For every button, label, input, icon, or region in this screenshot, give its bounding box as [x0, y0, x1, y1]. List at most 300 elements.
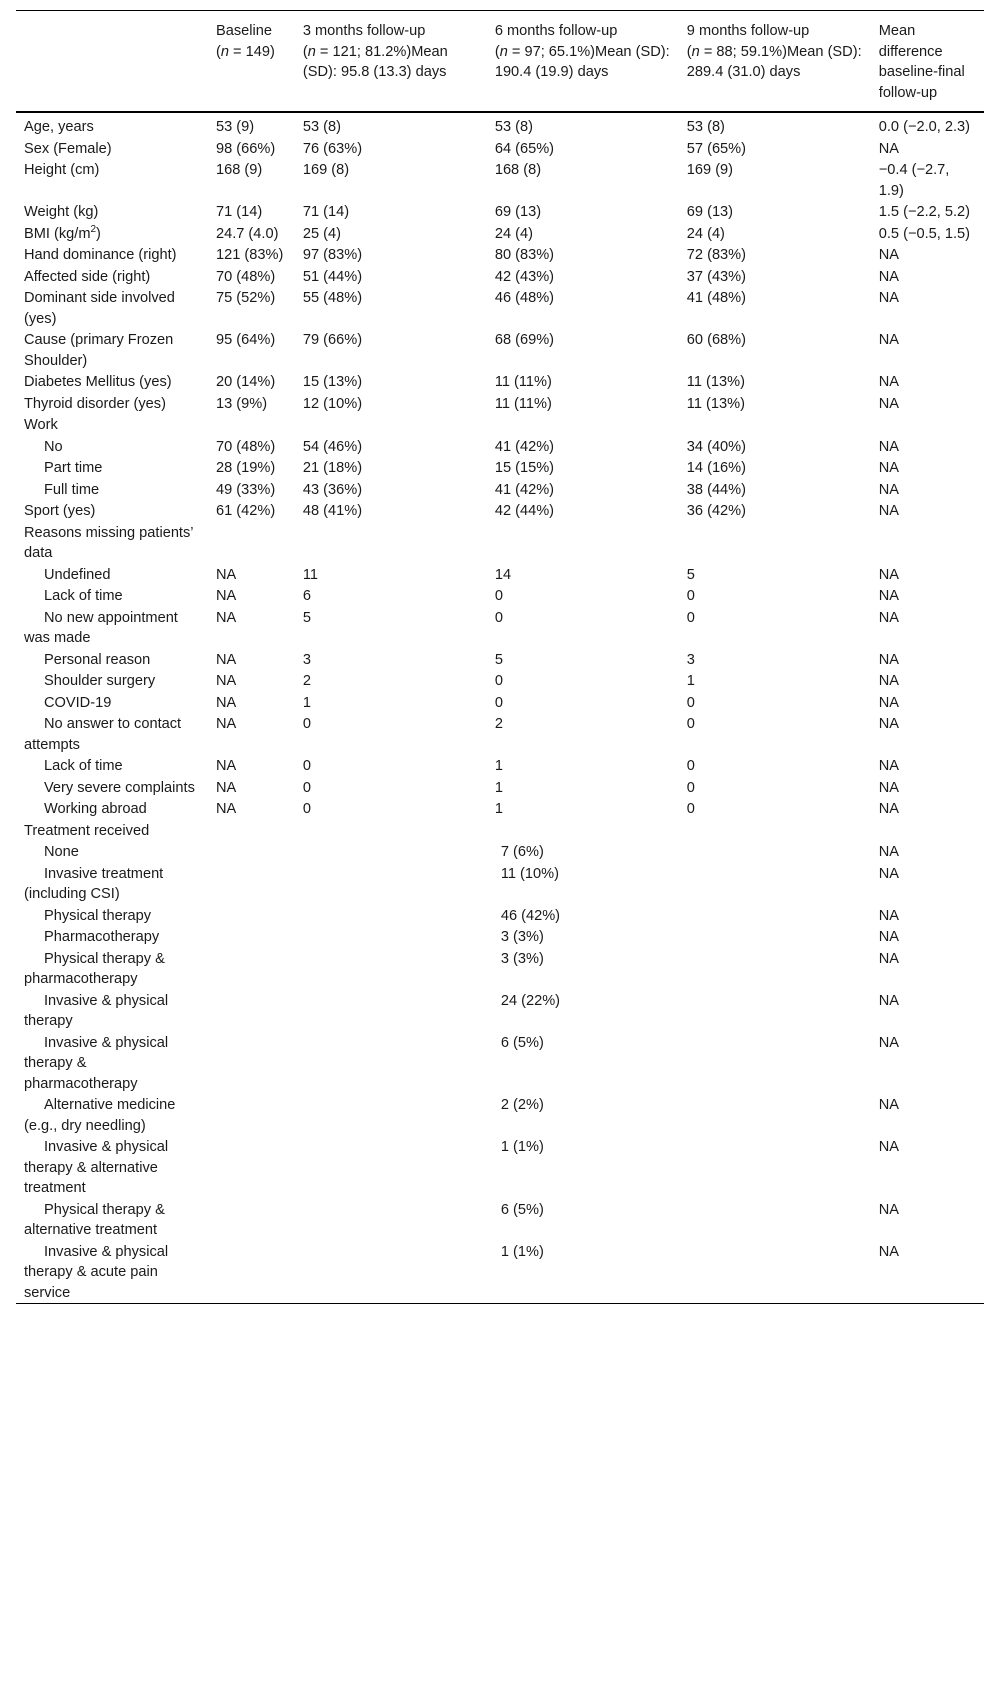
cell-fu9: 1 — [686, 673, 695, 689]
cell-fu3: 11 — [302, 566, 319, 583]
cell-fu3: 97 (83%) — [302, 247, 363, 263]
row-label-text: No new appointment was made — [24, 609, 178, 646]
cell-diff: NA — [878, 907, 900, 924]
table-row — [16, 393, 984, 415]
row-label-text: Full time — [44, 481, 100, 498]
table-row — [16, 692, 984, 714]
cell-fu3: 12 (10%) — [302, 395, 363, 412]
cell-baseline: NA — [215, 651, 237, 668]
header-9-months — [679, 11, 871, 113]
table-section-row — [16, 414, 984, 436]
row-label-text: None — [44, 844, 79, 860]
cell-diff: NA — [878, 609, 900, 626]
cell-baseline: NA — [215, 779, 237, 796]
cell-baseline: NA — [215, 801, 237, 817]
table-row — [16, 1136, 984, 1199]
cell-diff: 1.5 (−2.2, 5.2) — [878, 204, 971, 220]
row-label — [16, 692, 208, 714]
cell-baseline — [208, 948, 295, 990]
table-row — [16, 990, 984, 1032]
header-9-months-label: 9 months follow-up — [686, 23, 810, 39]
cell-fu3 — [295, 1199, 487, 1241]
header-6-months — [487, 11, 679, 113]
cell-baseline: 71 (14) — [215, 204, 263, 220]
row-label — [16, 777, 208, 799]
cell-fu3: 76 (63%) — [302, 140, 363, 157]
row-label — [16, 436, 208, 458]
cell-fu9: 34 (40%) — [686, 438, 747, 455]
table-row — [16, 841, 984, 863]
row-label-tail: ) — [96, 225, 101, 242]
cell-baseline — [208, 1094, 295, 1136]
cell-fu3 — [295, 841, 487, 863]
table-section-row — [16, 820, 984, 842]
row-label — [16, 670, 208, 692]
cell-diff: NA — [878, 268, 900, 285]
cell-fu3 — [295, 1032, 487, 1095]
cell-baseline: 95 (64%) — [215, 332, 276, 348]
cell-fu9 — [679, 948, 871, 990]
cell-fu3: 55 (48%) — [302, 290, 363, 306]
row-label — [16, 1136, 208, 1199]
table-row — [16, 1032, 984, 1095]
cell-diff: NA — [878, 395, 900, 412]
row-label — [16, 457, 208, 479]
row-label-text: Physical therapy & alternative treatment — [24, 1201, 165, 1238]
row-label-text: Lack of time — [44, 758, 123, 774]
row-label — [16, 393, 208, 415]
header-3-months-n: (n = 121; 81.2%)Mean (SD): 95.8 (13.3) days — [302, 43, 448, 80]
cell-baseline — [208, 841, 295, 863]
cell-diff: NA — [878, 716, 900, 732]
cell-baseline — [208, 926, 295, 948]
section-label — [16, 414, 208, 436]
table-row — [16, 607, 984, 649]
cell-diff: NA — [878, 758, 900, 774]
row-label-text: Personal reason — [44, 651, 151, 668]
cell-diff: NA — [878, 801, 900, 817]
patient-characteristics-table — [16, 10, 984, 1304]
row-label — [16, 371, 208, 393]
cell-fu9 — [679, 841, 871, 863]
cell-diff: NA — [878, 865, 900, 882]
cell-fu6: 64 (65%) — [494, 140, 555, 157]
row-label-text: Sex (Female) — [24, 140, 112, 157]
cell-fu6: 24 (4) — [494, 225, 533, 242]
row-label-text: Alternative medicine (e.g., dry needling) — [24, 1097, 176, 1134]
cell-fu9 — [679, 1032, 871, 1095]
row-label-text: Lack of time — [44, 588, 123, 604]
row-label — [16, 138, 208, 160]
row-label — [16, 1094, 208, 1136]
cell-baseline: NA — [215, 758, 237, 774]
cell-fu3: 15 (13%) — [302, 374, 363, 390]
table-row — [16, 329, 984, 371]
header-9-months-n: (n = 88; 59.1%)Mean (SD): 289.4 (31.0) days — [686, 43, 862, 80]
cell-fu9: 53 (8) — [686, 119, 725, 135]
row-label-text: Pharmacotherapy — [44, 929, 160, 945]
cell-fu3: 0 — [302, 779, 311, 796]
row-label — [16, 1032, 208, 1095]
cell-baseline — [208, 990, 295, 1032]
cell-fu3: 169 (8) — [302, 162, 350, 178]
cell-fu3: 54 (46%) — [302, 438, 363, 455]
section-label — [16, 522, 208, 564]
row-label — [16, 329, 208, 371]
cell-fu3: 6 — [302, 588, 311, 604]
cell-fu6: 24 (22%) — [500, 992, 561, 1009]
cell-baseline — [208, 1241, 295, 1304]
cell-diff: NA — [878, 588, 900, 604]
cell-diff: NA — [878, 1034, 900, 1051]
table-row — [16, 1241, 984, 1304]
cell-diff: NA — [878, 374, 900, 390]
cell-baseline — [208, 522, 295, 564]
cell-fu6: 46 (42%) — [500, 907, 561, 924]
cell-fu6: 0 — [494, 609, 503, 626]
row-label-text: Part time — [44, 460, 103, 476]
row-label-text: Very severe complaints — [44, 779, 195, 796]
row-label — [16, 841, 208, 863]
cell-fu3: 21 (18%) — [302, 460, 363, 476]
cell-baseline — [208, 1032, 295, 1095]
cell-fu9 — [679, 820, 871, 842]
cell-diff: 0.0 (−2.0, 2.3) — [878, 119, 971, 135]
cell-fu6: 0 — [494, 694, 503, 711]
cell-fu9 — [679, 1241, 871, 1304]
cell-fu3: 3 — [302, 651, 311, 668]
cell-baseline: 49 (33%) — [215, 481, 276, 498]
table-row — [16, 287, 984, 329]
cell-fu3: 43 (36%) — [302, 481, 363, 498]
cell-fu6: 0 — [494, 588, 503, 604]
row-label — [16, 798, 208, 820]
cell-fu6: 41 (42%) — [494, 438, 555, 455]
table-row — [16, 159, 984, 201]
cell-diff: NA — [878, 566, 900, 583]
table-row — [16, 371, 984, 393]
cell-diff: 0.5 (−0.5, 1.5) — [878, 225, 971, 242]
cell-fu6: 168 (8) — [494, 162, 542, 178]
table-section-row — [16, 522, 984, 564]
cell-baseline: NA — [215, 694, 237, 711]
table-header — [16, 11, 984, 113]
row-label-text: Weight (kg) — [24, 204, 99, 220]
row-label — [16, 863, 208, 905]
cell-fu6: 2 (2%) — [500, 1097, 544, 1113]
table-row — [16, 223, 984, 245]
cell-fu9: 41 (48%) — [686, 290, 747, 306]
row-label — [16, 1199, 208, 1241]
cell-fu3: 5 — [302, 609, 311, 626]
cell-diff: NA — [878, 1243, 900, 1260]
cell-baseline: 53 (9) — [215, 119, 255, 135]
table-row — [16, 436, 984, 458]
cell-fu3: 53 (8) — [302, 119, 341, 135]
row-label — [16, 607, 208, 649]
row-label — [16, 713, 208, 755]
cell-fu9 — [679, 1094, 871, 1136]
cell-fu3 — [295, 990, 487, 1032]
cell-fu9: 0 — [686, 779, 695, 796]
cell-fu3 — [295, 1136, 487, 1199]
cell-fu9: 36 (42%) — [686, 503, 747, 519]
row-label-text: Dominant side involved (yes) — [24, 290, 175, 327]
row-label — [16, 266, 208, 288]
cell-fu6: 5 — [494, 651, 503, 668]
row-label — [16, 500, 208, 522]
cell-baseline: 28 (19%) — [215, 460, 276, 476]
cell-fu6 — [487, 414, 679, 436]
cell-diff: NA — [878, 290, 900, 306]
cell-fu9: 0 — [686, 588, 695, 604]
row-label-text: Treatment received — [24, 822, 150, 839]
row-label — [16, 287, 208, 329]
header-3-months-label: 3 months follow-up — [302, 23, 426, 39]
row-label — [16, 223, 208, 245]
table-row — [16, 713, 984, 755]
cell-fu9: 0 — [686, 801, 695, 817]
table-row — [16, 1199, 984, 1241]
row-label — [16, 649, 208, 671]
cell-fu6: 11 (11%) — [494, 374, 552, 390]
cell-baseline: NA — [215, 609, 237, 626]
cell-diff — [871, 820, 984, 842]
cell-fu3 — [295, 414, 487, 436]
cell-fu9: 11 (13%) — [686, 395, 745, 412]
table-row — [16, 479, 984, 501]
row-label-text: Invasive & physical therapy & alternative treatment — [24, 1139, 169, 1196]
cell-baseline — [208, 905, 295, 927]
cell-fu3: 2 — [302, 673, 311, 689]
row-label — [16, 479, 208, 501]
table-row — [16, 755, 984, 777]
table-row — [16, 905, 984, 927]
cell-diff: NA — [878, 247, 900, 263]
header-6-months-label: 6 months follow-up — [494, 23, 618, 39]
cell-baseline — [208, 820, 295, 842]
cell-fu9: 3 — [686, 651, 695, 668]
cell-diff: NA — [878, 332, 900, 348]
cell-fu3 — [295, 1094, 487, 1136]
cell-fu6: 1 (1%) — [500, 1139, 544, 1155]
cell-fu9 — [679, 905, 871, 927]
row-label-text: Invasive treatment (including CSI) — [24, 865, 164, 902]
cell-fu9 — [679, 1199, 871, 1241]
cell-fu3: 0 — [302, 801, 311, 817]
row-label-text: Height (cm) — [24, 162, 100, 178]
table-row — [16, 457, 984, 479]
header-baseline-n: (n = 149) — [215, 43, 275, 60]
cell-fu3: 51 (44%) — [302, 268, 363, 285]
cell-fu9: 69 (13) — [686, 204, 734, 220]
header-6-months-n: (n = 97; 65.1%)Mean (SD): 190.4 (19.9) days — [494, 43, 670, 80]
cell-fu3: 71 (14) — [302, 204, 350, 220]
cell-fu6 — [487, 820, 679, 842]
cell-diff: NA — [878, 481, 900, 498]
cell-fu6: 11 (11%) — [494, 395, 552, 412]
row-label-text: Diabetes Mellitus (yes) — [24, 374, 172, 390]
cell-fu6: 46 (48%) — [494, 290, 555, 306]
cell-fu6: 1 — [494, 758, 503, 774]
cell-baseline: NA — [215, 716, 237, 732]
cell-fu3: 1 — [302, 694, 311, 711]
row-label — [16, 1241, 208, 1304]
cell-baseline: 24.7 (4.0) — [215, 225, 279, 242]
row-label-text: Affected side (right) — [24, 268, 151, 285]
row-label — [16, 564, 208, 586]
cell-fu3 — [295, 905, 487, 927]
cell-baseline: 13 (9%) — [215, 395, 268, 412]
table-row — [16, 564, 984, 586]
table-row — [16, 649, 984, 671]
cell-fu6: 68 (69%) — [494, 332, 555, 348]
cell-fu6: 3 (3%) — [500, 929, 544, 945]
cell-fu6: 41 (42%) — [494, 481, 555, 498]
header-mean-difference: Mean difference baseline-final follow-up — [878, 23, 965, 101]
table-row — [16, 138, 984, 160]
cell-baseline: 20 (14%) — [215, 374, 276, 390]
cell-baseline: NA — [215, 588, 237, 604]
cell-fu6: 6 (5%) — [500, 1034, 544, 1051]
cell-fu9: 14 (16%) — [686, 460, 747, 476]
row-label-superscript: 2 — [90, 223, 97, 235]
row-label-text: Invasive & physical therapy — [24, 992, 169, 1029]
cell-fu6: 15 (15%) — [494, 460, 555, 476]
row-label-text: No — [44, 438, 63, 455]
row-label-text: Working abroad — [44, 801, 147, 817]
cell-diff: NA — [878, 1139, 900, 1155]
table-row — [16, 777, 984, 799]
row-label — [16, 585, 208, 607]
table-row — [16, 1094, 984, 1136]
cell-fu3 — [295, 863, 487, 905]
table-row — [16, 112, 984, 138]
table-row — [16, 670, 984, 692]
cell-fu3 — [295, 926, 487, 948]
table-container — [16, 10, 984, 1304]
table-row — [16, 500, 984, 522]
table-row — [16, 948, 984, 990]
cell-fu9: 11 (13%) — [686, 374, 745, 390]
row-label-text: Cause (primary Frozen Shoulder) — [24, 332, 174, 369]
cell-baseline: NA — [215, 566, 237, 583]
cell-fu6 — [487, 522, 679, 564]
cell-diff — [871, 522, 984, 564]
cell-diff: NA — [878, 694, 900, 711]
cell-fu6: 42 (44%) — [494, 503, 555, 519]
cell-diff: NA — [878, 992, 900, 1009]
cell-fu9: 37 (43%) — [686, 268, 747, 285]
cell-fu3: 48 (41%) — [302, 503, 363, 519]
cell-diff: NA — [878, 438, 900, 455]
cell-fu9: 72 (83%) — [686, 247, 747, 263]
cell-baseline: 168 (9) — [215, 162, 263, 178]
table-row — [16, 926, 984, 948]
cell-fu6: 1 — [494, 801, 503, 817]
row-label-text: Shoulder surgery — [44, 673, 156, 689]
cell-diff: NA — [878, 503, 900, 519]
section-label — [16, 820, 208, 842]
cell-fu6: 3 (3%) — [500, 950, 544, 967]
cell-baseline: 121 (83%) — [215, 247, 284, 263]
table-row — [16, 201, 984, 223]
cell-baseline — [208, 1199, 295, 1241]
row-label — [16, 905, 208, 927]
cell-diff: NA — [878, 140, 900, 157]
cell-baseline: NA — [215, 673, 237, 689]
cell-diff: NA — [878, 460, 900, 476]
cell-fu9: 169 (9) — [686, 162, 734, 178]
table-body — [16, 112, 984, 1304]
cell-baseline: 75 (52%) — [215, 290, 276, 306]
cell-baseline: 70 (48%) — [215, 438, 276, 455]
cell-diff: NA — [878, 651, 900, 668]
row-label-text: Physical therapy & pharmacotherapy — [24, 950, 165, 987]
cell-fu3 — [295, 522, 487, 564]
cell-fu9: 57 (65%) — [686, 140, 747, 157]
cell-diff: NA — [878, 673, 900, 689]
cell-fu9 — [679, 926, 871, 948]
row-label-text: COVID-19 — [44, 694, 112, 711]
row-label-text: Work — [24, 417, 58, 433]
cell-fu9 — [679, 863, 871, 905]
cell-fu3 — [295, 948, 487, 990]
cell-fu3: 79 (66%) — [302, 332, 363, 348]
row-label — [16, 948, 208, 990]
cell-fu9: 5 — [686, 566, 695, 583]
cell-fu9 — [679, 1136, 871, 1199]
cell-fu9: 0 — [686, 758, 695, 774]
row-label — [16, 926, 208, 948]
cell-diff: NA — [878, 1201, 900, 1218]
header-baseline-label: Baseline — [215, 23, 272, 39]
table-row — [16, 266, 984, 288]
cell-fu6: 6 (5%) — [500, 1201, 544, 1218]
cell-fu3: 0 — [302, 716, 311, 732]
row-label — [16, 159, 208, 201]
cell-diff: NA — [878, 950, 900, 967]
header-row — [16, 11, 984, 113]
cell-fu6: 42 (43%) — [494, 268, 555, 285]
cell-fu3 — [295, 820, 487, 842]
cell-fu9: 0 — [686, 694, 695, 711]
cell-fu9: 0 — [686, 609, 695, 626]
cell-fu6: 1 — [494, 779, 503, 796]
header-3-months — [295, 11, 487, 113]
cell-fu3: 0 — [302, 758, 311, 774]
table-row — [16, 585, 984, 607]
row-label-text: Thyroid disorder (yes) — [24, 395, 166, 412]
cell-baseline: 70 (48%) — [215, 268, 276, 285]
cell-baseline — [208, 414, 295, 436]
row-label — [16, 244, 208, 266]
row-label — [16, 201, 208, 223]
row-label-text: Reasons missing patients’ data — [24, 524, 193, 561]
cell-fu9 — [679, 990, 871, 1032]
cell-fu3: 25 (4) — [302, 225, 341, 242]
cell-fu9: 0 — [686, 716, 695, 732]
cell-diff: −0.4 (−2.7, 1.9) — [878, 162, 950, 199]
cell-fu9 — [679, 522, 871, 564]
row-label-text: Physical therapy — [44, 907, 152, 924]
cell-fu3 — [295, 1241, 487, 1304]
row-label — [16, 990, 208, 1032]
row-label-text: Invasive & physical therapy & acute pain service — [24, 1243, 169, 1301]
cell-diff: NA — [878, 1097, 900, 1113]
cell-fu6: 69 (13) — [494, 204, 542, 220]
header-empty-cell — [16, 11, 208, 113]
